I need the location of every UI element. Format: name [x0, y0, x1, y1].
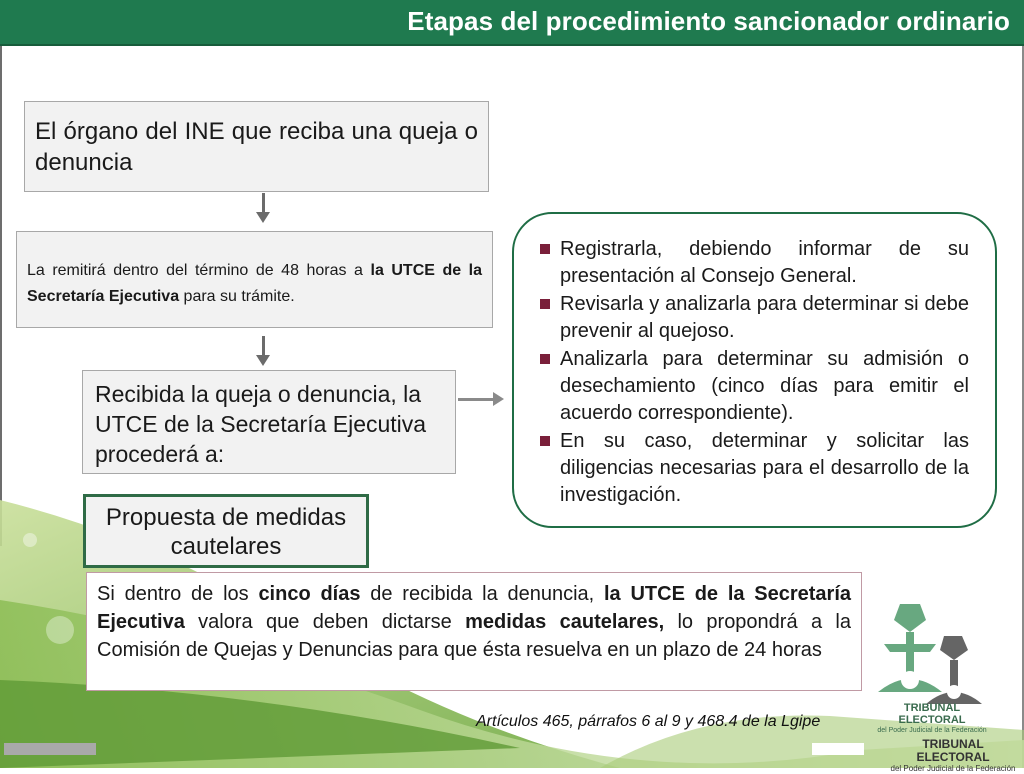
- remit-text-bold: la UTCE de la Secretaría Ejecutiva: [27, 262, 483, 305]
- step-received-text: Recibida la queja o denuncia, la UTCE de la Secretaría Ejecutiva procederá a:: [95, 381, 427, 467]
- step-received: [82, 370, 456, 474]
- frame-left-border: [0, 46, 2, 546]
- action-item: Analizarla para determinar su admisión o desechamiento (cinco días para emitir el acuerdo correspondiente).: [540, 346, 969, 427]
- footer-bar-left: [4, 743, 96, 755]
- remit-text-before: La remitirá dentro del término de 48 horas a: [27, 262, 371, 279]
- arrow-down-2: [262, 336, 265, 356]
- action-item: Revisarla y analizarla para determinar si debe prevenir al quejoso.: [540, 291, 969, 345]
- legal-citation: Artículos 465, párrafos 6 al 9 y 468.4 de la Lgipe: [476, 713, 821, 730]
- square-bullet-icon: [540, 354, 550, 364]
- slide-title: Etapas del procedimiento sancionador ordinario: [407, 6, 1010, 36]
- action-item: Registrarla, debiendo informar de su presentación al Consejo General.: [540, 236, 969, 290]
- step-receiving-organ-text: El órgano del INE que reciba una queja o denuncia: [35, 118, 478, 176]
- actions-list: [540, 236, 969, 509]
- step-remit: [16, 231, 493, 328]
- precautionary-detail: Si dentro de los cinco días de recibida la denuncia, la UTCE de la Secretaría Ejecutiva valora que deben dictarse medidas cautelares, lo propondrá a la Comisión de Quejas y Denuncias para que ésta resuelva en un plazo de 24 horas: [86, 572, 862, 691]
- arrow-down-1: [262, 193, 265, 213]
- square-bullet-icon: [540, 299, 550, 309]
- action-item: En su caso, determinar y solicitar las diligencias necesarias para el desarrollo de la investigación.: [540, 428, 969, 509]
- title-bar: [0, 0, 1024, 46]
- step-receiving-organ: [24, 101, 489, 192]
- step-precautionary-measures-text: Propuesta de medidas cautelares: [105, 504, 347, 560]
- actions-panel: [512, 212, 997, 528]
- tribunal-logo-caption: TRIBUNAL ELECTORAL del Poder Judicial de la Federación: [877, 702, 987, 734]
- arrow-right: [458, 398, 493, 401]
- footer-bar-right: [812, 743, 864, 755]
- square-bullet-icon: [540, 244, 550, 254]
- square-bullet-icon: [540, 436, 550, 446]
- tribunal-logo-caption-secondary: TRIBUNAL ELECTORAL del Poder Judicial de la Federación: [890, 737, 1016, 773]
- remit-text-after: para su trámite.: [179, 288, 295, 305]
- step-precautionary-measures: [83, 494, 369, 568]
